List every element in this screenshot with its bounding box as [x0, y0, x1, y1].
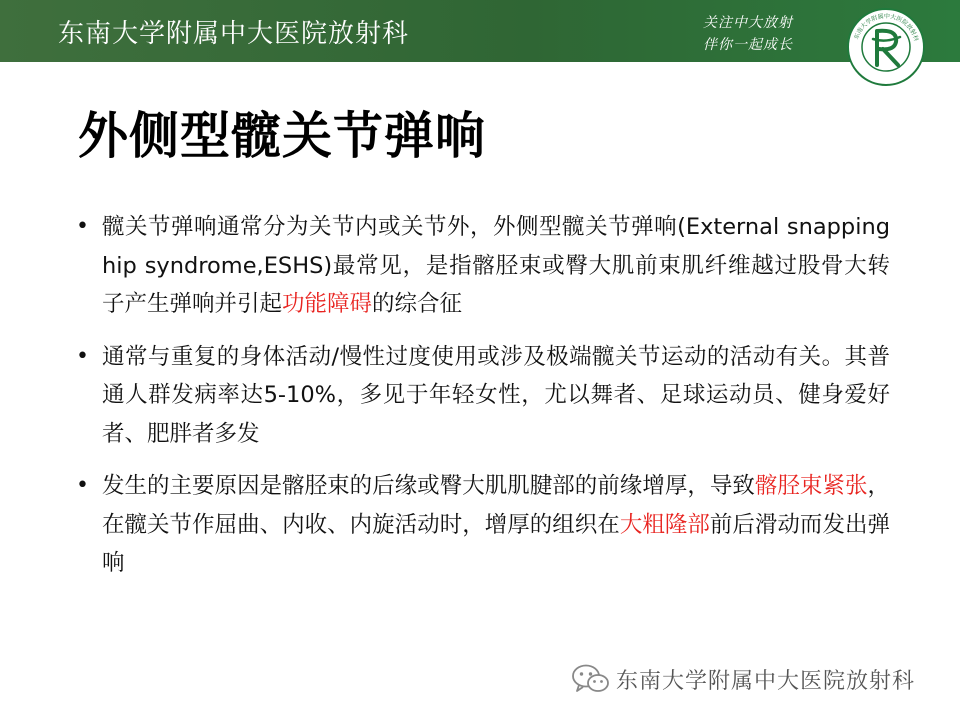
logo-ring-text: 东南大学附属中大医院放射科 [853, 12, 920, 43]
bullet-3-highlight-1: 髂胫束紧张 [754, 473, 868, 499]
footer-watermark [570, 661, 915, 697]
bullet-3-text-b: ，在髋关节作屈曲、内收、内旋活动时，增厚的组织在 [102, 473, 890, 538]
header-banner [0, 0, 960, 62]
bullet-3-highlight-2: 大粗隆部 [619, 511, 710, 538]
bullet-dot: • [76, 473, 89, 498]
bullet-1-highlight: 功能障碍 [282, 291, 373, 317]
header-title: 东南大学附属中大医院放射科 [58, 19, 410, 49]
bullet-dot: • [76, 214, 89, 239]
bullet-1-text-a: 髋关节弹响通常分为关节内或关节外，外侧型髋关节弹响(External snapping hip syndrome,ESHS)最常见，是指髂胫束或臀大肌前束肌纤维越过股骨大转子产生弹响并引起 [102, 214, 890, 317]
footer-text: 东南大学附属中大医院放射科 [616, 668, 916, 694]
bullet-item-1 [72, 208, 890, 324]
hospital-logo-icon [846, 7, 926, 87]
bullet-dot: • [76, 343, 89, 369]
bullet-item-3 [72, 467, 890, 583]
bullet-item-2 [72, 338, 890, 454]
bullet-3-text-a: 发生的主要原因是髂胫束的后缘或臀大肌肌腱部的前缘增厚，导致 [102, 473, 755, 499]
bullet-list [72, 208, 890, 597]
header-slogan-line1: 关注中大放射 [703, 15, 793, 31]
bullet-2-text: 通常与重复的身体活动/慢性过度使用或涉及极端髋关节运动的活动有关。其普通人群发病率达5-10%，多见于年轻女性，尤以舞者、足球运动员、健身爱好者、肥胖者多发 [102, 343, 890, 447]
bullet-1-text-b: 的综合征 [372, 291, 463, 317]
header-slogan-line2: 伴你一起成长 [703, 37, 793, 53]
slide-title: 外侧型髋关节弹响 [78, 107, 486, 165]
wechat-icon [570, 663, 610, 695]
bullet-3-text-c: 前后滑动而发出弹响 [102, 511, 890, 576]
